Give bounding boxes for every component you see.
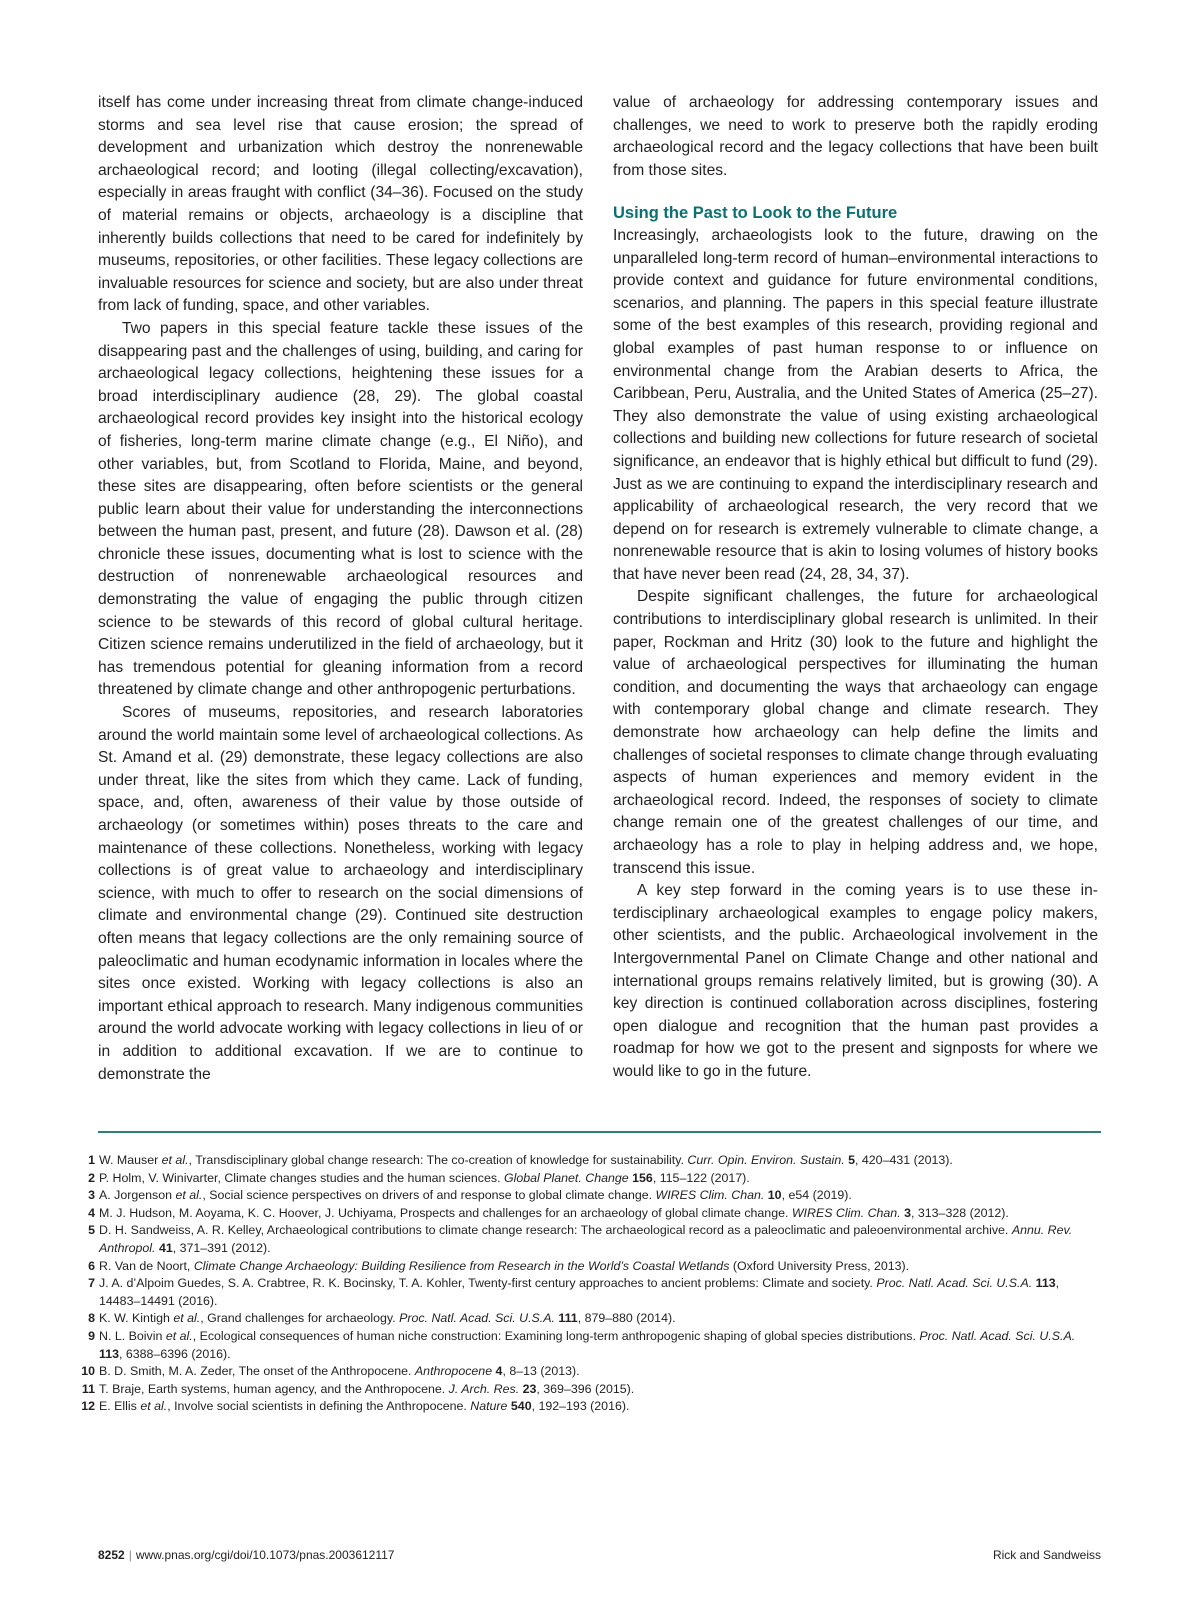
reference-volume: 3 — [904, 1205, 911, 1220]
reference-pages: , 8–13 (2013). — [502, 1364, 580, 1379]
reference-et-al: et al. — [161, 1153, 189, 1167]
reference-number: 8 — [88, 1311, 95, 1326]
reference-list — [78, 1152, 1100, 1416]
reference-journal: Proc. Natl. Acad. Sci. U.S.A. — [919, 1328, 1076, 1343]
reference-item — [78, 1187, 1100, 1205]
reference-title: , Archaeological contributions to climate change research: The archaeological record as a paleoclimatic and paleoenvironmental archive. — [260, 1223, 1012, 1238]
reference-title: , Grand challenges for archaeology. — [200, 1311, 400, 1326]
reference-pages: (Oxford University Press, 2013). — [729, 1258, 910, 1273]
left-paragraph-1: itself has come under increasing threat from climate change-induced storms and sea level rise that cause erosion; the spread of development and urbanization which destroy the nonrenewable archaeological record; and looting (illegal collecting/excavation), especially in areas fraught with conflict (34–36). Focused on the study of material remains or objects, archaeology is a discipline that inherently builds collections that need to be cared for indefinitely by museums, repositories, or other facilities. These legacy collections are invaluable resources for science and society, but are also under threat from lack of funding, space, and other variables. — [98, 94, 583, 315]
reference-volume: 156 — [632, 1170, 653, 1185]
reference-volume: 5 — [848, 1153, 856, 1167]
reference-title: , Earth systems, human agency, and the Anthropocene. — [141, 1381, 449, 1396]
reference-volume: 10 — [767, 1188, 782, 1203]
reference-number: 7 — [88, 1276, 95, 1291]
reference-pages: , 14483–14491 (2016). — [99, 1276, 1060, 1308]
reference-journal: Annu. Rev. Anthropol. — [99, 1223, 1073, 1255]
reference-et-al: et al. — [165, 1328, 193, 1343]
reference-item — [78, 1381, 1100, 1399]
reference-authors: T. Braje — [99, 1381, 142, 1396]
right-paragraph-1: Increasingly, archaeologists look to the future, drawing on the unparalleled long-term record of human–environmental interactions to provide context and guidance for future environmental conditions, scenarios, and planning. The papers in this special feature illustrate some of the best examples of this research, providing regional and global examples of past human response to or influence on environmental change from the Arabian deserts to Africa, the Caribbean, Peru, Australia, and the United States of America (25–27). They also demonstrate the value of using existing archaeological collections and building new collections for future research of societal significance, an endeavor that is highly ethical but difficult to fund (29). Just as we are continuing to expand the interdisciplinary research and applicability of archaeological research, the very record that we depend on for research is extremely vulnerable to climate change, a nonrenewable resource that is akin to losing volumes of history books that have never been read (24, 28, 34, 37). — [613, 226, 1098, 583]
reference-pages: , e54 (2019). — [781, 1188, 852, 1203]
right-paragraph-2: Despite significant challenges, the future for archaeological contributions to interdisciplinary global research is unlimited. In their paper, Rockman and Hritz (30) look to the future and highlight the value of archaeological perspectives for illuminating the human condition, and documenting the ways that archaeology can engage with contemporary global change and climate research. They demonstrate how archaeology can help define the limits and challenges of societal responses to climate change through evaluating aspects of human experiences and memory evident in the archaeological record. Indeed, the responses of society to climate change remain one of the greatest challenges of our time, and archaeology has a role to play in helping address and, we hope, transcend this issue. — [613, 588, 1098, 877]
reference-title: , Twenty-first century approaches to ancient problems: Climate and society. — [461, 1276, 877, 1291]
reference-authors: D. H. Sandweiss, A. R. Kelley — [99, 1223, 261, 1238]
reference-journal: Proc. Natl. Acad. Sci. U.S.A. — [399, 1311, 555, 1326]
reference-authors: A. Jorgenson — [99, 1188, 176, 1203]
reference-item — [78, 1205, 1100, 1223]
reference-pages: , 371–391 (2012). — [172, 1240, 271, 1255]
references-divider — [98, 1131, 1101, 1133]
reference-journal: WIRES Clim. Chan. — [791, 1205, 901, 1220]
reference-number: 5 — [88, 1223, 95, 1238]
reference-number: 6 — [88, 1258, 95, 1273]
reference-number: 9 — [88, 1328, 95, 1343]
reference-journal: Proc. Natl. Acad. Sci. U.S.A. — [876, 1276, 1033, 1291]
reference-volume: 540 — [510, 1399, 532, 1414]
reference-item — [78, 1152, 1100, 1170]
reference-title: , The onset of the Anthropocene. — [231, 1364, 415, 1379]
reference-journal: Climate Change Archaeology: Building Resilience from Research in the World’s Coastal Wetlands — [193, 1258, 730, 1273]
reference-authors: N. L. Boivin — [99, 1328, 166, 1343]
reference-et-al: et al. — [175, 1188, 203, 1203]
right-column — [613, 92, 1098, 1084]
reference-et-al: et al. — [140, 1399, 168, 1414]
reference-journal: Global Planet. Change — [503, 1170, 629, 1185]
reference-title: , Social science perspectives on drivers of and response to global climate change. — [202, 1188, 656, 1203]
reference-title: , Involve social scientists in defining the Anthropocene. — [167, 1399, 471, 1414]
reference-title: , Ecological consequences of human niche construction: Examining long-term anthropogenic shaping of global species distributions. — [192, 1328, 920, 1343]
reference-number: 10 — [81, 1364, 95, 1379]
reference-journal: J. Arch. Res. — [448, 1381, 520, 1396]
reference-pages: , 879–880 (2014). — [577, 1311, 676, 1326]
reference-pages: , 313–328 (2012). — [911, 1205, 1009, 1220]
reference-authors: W. Mauser — [99, 1153, 162, 1167]
footer-separator: | — [128, 1548, 132, 1562]
right-paragraph-3: A key step forward in the coming years is to use these interdisciplinary archaeological examples to engage policy makers, other scientists, and the public. Archaeological involvement in the Intergovernmental Panel on Climate Change and other national and international groups remains relatively limited, but is growing (30). A key direction is continued collaboration across disciplines, fostering open dialogue and recognition that the human past provides a roadmap for how we got to the present and signposts for where we would like to go in the future. — [613, 882, 1098, 1080]
doi-link[interactable]: www.pnas.org/cgi/doi/10.1073/pnas.2003612117 — [135, 1548, 395, 1562]
section-heading: Using the Past to Look to the Future — [613, 204, 898, 223]
reference-volume: 111 — [558, 1311, 578, 1326]
reference-volume: 4 — [495, 1364, 503, 1379]
reference-item — [78, 1170, 1100, 1188]
footer-left — [98, 1547, 394, 1563]
reference-item — [78, 1328, 1100, 1363]
reference-number: 4 — [88, 1205, 95, 1220]
reference-volume: 113 — [1035, 1276, 1056, 1291]
reference-authors: M. J. Hudson, M. Aoyama, K. C. Hoover, J. Uchiyama — [99, 1205, 394, 1220]
reference-volume: 113 — [99, 1346, 119, 1361]
left-column — [98, 92, 583, 1086]
reference-number: 1 — [88, 1153, 95, 1167]
reference-authors: B. D. Smith, M. A. Zeder — [99, 1364, 232, 1379]
page-number: 8252 — [98, 1548, 125, 1562]
reference-item — [78, 1222, 1100, 1257]
reference-pages: , 369–396 (2015). — [536, 1381, 635, 1396]
reference-pages: , 6388–6396 (2016). — [119, 1346, 231, 1361]
reference-journal: Nature — [470, 1399, 508, 1414]
reference-journal: WIRES Clim. Chan. — [655, 1188, 765, 1203]
reference-authors: R. Van de Noort, — [99, 1258, 194, 1273]
reference-number: 2 — [88, 1170, 95, 1185]
reference-item — [78, 1275, 1100, 1310]
reference-title: , Transdisciplinary global change research: The co-creation of knowledge for sustainability. — [188, 1153, 688, 1167]
reference-journal: Curr. Opin. Environ. Sustain. — [687, 1153, 845, 1167]
footer-authors: Rick and Sandweiss — [992, 1548, 1101, 1562]
reference-item — [78, 1363, 1100, 1381]
reference-authors: P. Holm, V. Winivarter — [99, 1170, 218, 1185]
reference-authors: E. Ellis — [99, 1399, 141, 1414]
reference-volume: 23 — [522, 1381, 537, 1396]
left-paragraph-3: Scores of museums, repositories, and research laboratories around the world maintain some level of archaeological collections. As St. Amand et al. (29) demonstrate, these legacy collections are also under threat, like the sites from which they came. Lack of funding, space, and, often, awareness of their value by those outside of archaeology (or sometimes within) poses threats to the care and maintenance of these collections. Nonetheless, working with legacy collections is of great value to archaeology and interdisciplinary science, with much to offer to research on the social dimensions of climate and environmental change (29). Continued site destruction often means that legacy collections are the only remaining source of paleoclimatic and human ecodynamic information in locales where the sites once existed. Working with legacy collections is also an important ethical approach to research. Many indigenous communities around the world advocate working with legacy collections in lieu of or in addition to additional excavation. If we are to continue to demonstrate the — [98, 704, 583, 1083]
reference-journal: Anthropocene — [414, 1364, 493, 1379]
reference-volume: 41 — [158, 1240, 173, 1255]
left-paragraph-2: Two papers in this special feature tackle these issues of the disappearing past and the challenges of using, building, and caring for archaeological legacy collections, heightening these issues for a broad interdisciplinary audience (28, 29). The global coastal archaeological record provides key insight into the historical ecology of fisheries, long-term marine climate change (e.g., El Niño), and other variables, but, from Scotland to Florida, Maine, and beyond, these sites are disappearing, often before scientists or the general public learn about their value for understanding the interconnections between the human past, present, and future (28). Dawson et al. (28) chronicle these issues, documenting what is lost to science with the destruction of nonrenewable archaeological resources and demonstrating the value of engaging the public through citizen science to be stewards of this record of global cultural heritage. Citizen science remains underutilized in the field of archaeology, but it has tremendous potential for gleaning information from a record threatened by climate change and other anthropogenic perturbations. — [98, 319, 583, 699]
reference-pages: , 115–122 (2017). — [652, 1170, 750, 1185]
reference-authors: K. W. Kintigh — [99, 1311, 174, 1326]
reference-number: 3 — [88, 1188, 95, 1203]
reference-number: 11 — [81, 1381, 95, 1396]
reference-pages: , 420–431 (2013). — [855, 1153, 953, 1167]
reference-title: , Prospects and challenges for an archaeology of global climate change. — [393, 1205, 792, 1220]
reference-et-al: et al. — [173, 1311, 201, 1326]
reference-number: 12 — [81, 1399, 95, 1414]
reference-item — [78, 1310, 1100, 1328]
reference-pages: , 192–193 (2016). — [531, 1399, 630, 1414]
reference-item — [78, 1258, 1100, 1276]
reference-title: , Climate changes studies and the human sciences. — [217, 1170, 504, 1185]
reference-authors: J. A. d’Alpoim Guedes, S. A. Crabtree, R. K. Bocinsky, T. A. Kohler — [99, 1276, 462, 1291]
right-intro-paragraph: value of archaeology for addressing contemporary issues and challenges, we need to work to preserve both the rapidly eroding archaeological record and the legacy collections that have been built from those sites. — [613, 94, 1098, 179]
reference-item — [78, 1398, 1100, 1416]
